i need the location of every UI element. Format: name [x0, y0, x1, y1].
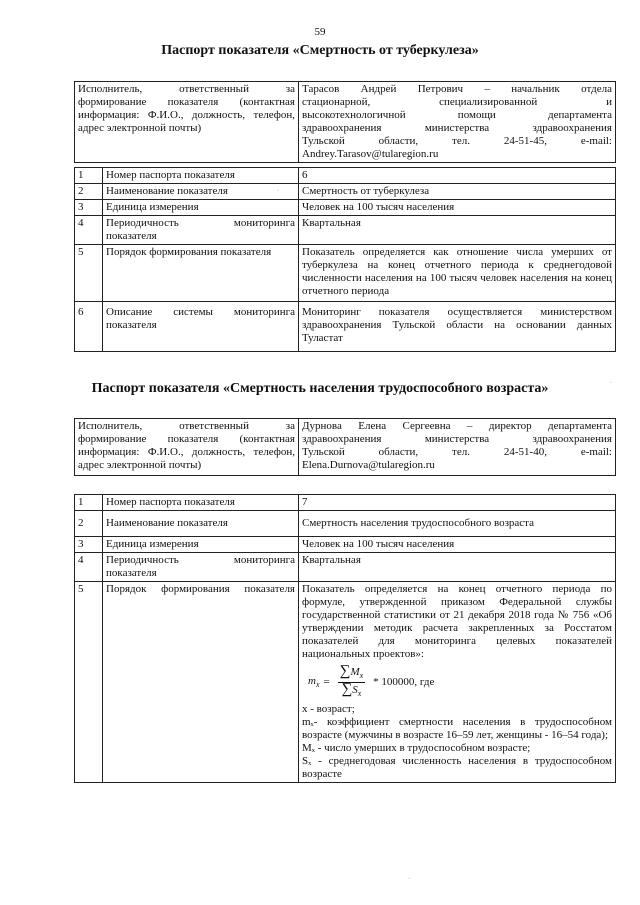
row-number: 6 [75, 302, 103, 352]
executor-email: Elena.Durnova@tularegion.ru [302, 459, 435, 471]
row-value: Человек на 100 тысяч населения [299, 537, 616, 553]
executor-label: Исполнитель, ответственный за формирование показателя (контактная информация: Ф.И.О., должность, телефон, адрес электронной почты) [75, 82, 299, 163]
table-row [75, 495, 616, 511]
table-row [75, 82, 616, 163]
row-label: Единица измерения [103, 200, 299, 216]
executor-line: Тульской области, тел. 24-51-45, e-mail: [302, 135, 612, 147]
row-label: Порядок формирования показателя [103, 582, 299, 783]
row-value: Квартальная [299, 216, 616, 245]
table-row [75, 582, 616, 783]
row-value: 7 [299, 495, 616, 511]
table-row [75, 216, 616, 245]
row-label: Наименование показателя [103, 184, 299, 200]
row-label: Наименование показателя [103, 511, 299, 537]
table-row [75, 184, 616, 200]
row-value: 6 [299, 168, 616, 184]
row-label: Номер паспорта показателя [103, 495, 299, 511]
executor-line: здравоохранения министерства здравоохранения [302, 433, 612, 445]
row-number: 4 [75, 216, 103, 245]
scan-speck: · [610, 380, 612, 386]
table-row [75, 168, 616, 184]
executor-line: высокотехнологичной помощи департамента [302, 109, 612, 121]
table-row [75, 245, 616, 302]
formula-fraction: $\frac{\sum M_x}{\sum S_x}$ [339, 663, 364, 699]
row-value: Показатель определяется как отношение числа умерших от туберкулеза на конец отчетного периода к среднегодовой численности населения на 100 тысяч человек населения на конец отчетного периода [299, 245, 616, 302]
row-label: Описание системы мониторинга показателя [103, 302, 299, 352]
row-number: 5 [75, 582, 103, 783]
row-number: 4 [75, 553, 103, 582]
executor-line: Тарасов Андрей Петрович – начальник отдела [302, 83, 612, 95]
row-number: 1 [75, 495, 103, 511]
row-label: Единица измерения [103, 537, 299, 553]
table-row [75, 537, 616, 553]
definition: Sₓ - среднегодовая численность населения в трудоспособном возрасте [302, 755, 612, 781]
executor-line: Тульской области, тел. 24-51-40, e-mail: [302, 446, 612, 458]
passport-2-title: Паспорт показателя «Смертность населения трудоспособного возраста» [91, 381, 549, 396]
table-row [75, 553, 616, 582]
definition: x - возраст; [302, 703, 355, 716]
executor-line: здравоохранения министерства здравоохранения [302, 122, 612, 134]
formula-multiplier: * 100000 [373, 676, 415, 689]
executor-value [299, 82, 616, 163]
executor-label: Исполнитель, ответственный за формирование показателя (контактная информация: Ф.И.О., должность, телефон, адрес электронной почты) [75, 419, 299, 476]
row-number: 3 [75, 537, 103, 553]
row-number: 2 [75, 511, 103, 537]
row-number: 1 [75, 168, 103, 184]
executor-line: стационарной, специализированной и [302, 96, 612, 108]
table-row [75, 200, 616, 216]
executor-email: Andrey.Tarasov@tularegion.ru [302, 148, 439, 160]
row-value: Мониторинг показателя осуществляется министерством здравоохранения Тульской области на основании данных Туластат [299, 302, 616, 352]
passport-2-rows [74, 494, 616, 783]
table-row [75, 419, 616, 476]
row-value: Человек на 100 тысяч населения [299, 200, 616, 216]
row-value: Смертность от туберкулеза [299, 184, 616, 200]
table-row [75, 302, 616, 352]
formula-lhs: $m_x$ [308, 674, 320, 689]
definition: Mₓ - число умерших в трудоспособном возрасте; [302, 742, 531, 755]
passport-2-table [74, 418, 616, 476]
scan-speck: · [408, 876, 410, 882]
scan-speck: · [277, 188, 279, 194]
row-value: Квартальная [299, 553, 616, 582]
definition: mₓ- коэффициент смертности населения в трудоспособном возрасте (мужчины в возрасте 16–59 лет, женщины - 16–54 года); [302, 716, 612, 742]
passport-1-rows [74, 167, 616, 352]
row-number: 3 [75, 200, 103, 216]
passport-1-table [74, 81, 616, 163]
row-label: Номер паспорта показателя [103, 168, 299, 184]
passport-1-title: Паспорт показателя «Смертность от туберкулеза» [161, 43, 479, 58]
row-label: Порядок формирования показателя [103, 245, 299, 302]
table-row [75, 511, 616, 537]
row-number: 2 [75, 184, 103, 200]
formula-suffix: , где [414, 676, 435, 689]
row-label: Периодичность мониторинга показателя [103, 553, 299, 582]
row-label: Периодичность мониторинга показателя [103, 216, 299, 245]
executor-line: Дурнова Елена Сергеевна – директор департамента [302, 420, 612, 432]
executor-value [299, 419, 616, 476]
row-value: Смертность населения трудоспособного возраста [299, 511, 616, 537]
mortality-formula: $m_x$ = $\frac{\sum M_x}{\sum S_x}$ * 100000 , где [308, 663, 435, 699]
row-value [299, 582, 616, 783]
method-intro: Показатель определяется на конец отчетного периода по формуле, утвержденной приказом Федеральной службы государственной статистики от 21 декабря 2018 года № 756 «Об утверждении методик расчета закрепленных за Росстатом показателей для мониторинга целевых показателей национальных проектов»: [302, 583, 612, 660]
row-number: 5 [75, 245, 103, 302]
page-number: 59 [314, 26, 326, 38]
